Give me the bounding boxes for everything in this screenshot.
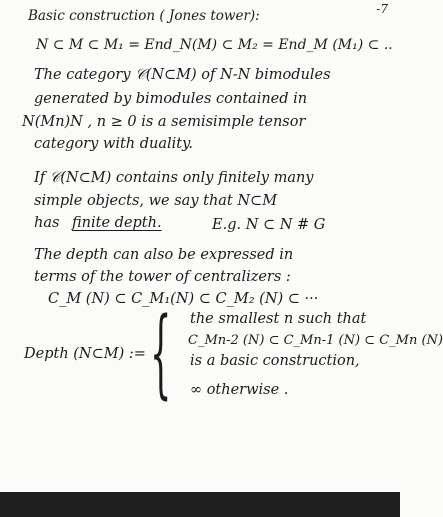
text-line: generated by bimodules contained in — [34, 91, 308, 107]
finite-depth-term: finite depth. — [72, 215, 162, 231]
text-line: terms of the tower of centralizers : — [34, 269, 291, 285]
depth-definition-label: Depth (N⊂M) := — [24, 346, 146, 362]
left-brace: { — [150, 297, 172, 409]
example-text: E.g. N ⊂ N # G — [212, 217, 326, 233]
text-line: The depth can also be expressed in — [34, 247, 294, 263]
bottom-bar — [0, 492, 400, 517]
page-number: -7 — [376, 2, 388, 16]
text-line: has — [34, 215, 60, 231]
text-line: category with duality. — [34, 136, 193, 152]
centralizer-tower: C_M (N) ⊂ C_M₁(N) ⊂ C_M₂ (N) ⊂ ··· — [48, 291, 319, 307]
text-line: simple objects, we say that N⊂M — [34, 193, 278, 209]
jones-tower-formula: N ⊂ M ⊂ M₁ = End_N(M) ⊂ M₂ = End_M (M₁) ⊂ .. — [36, 37, 393, 53]
text-line: The category 𝒞(N⊂M) of N-N bimodules — [34, 67, 331, 83]
heading-basic-construction: Basic construction ( Jones tower): — [28, 8, 260, 24]
text-line: If 𝒞(N⊂M) contains only finitely many — [34, 170, 314, 186]
text-line: the smallest n such that — [190, 311, 367, 327]
otherwise-case: ∞ otherwise . — [190, 382, 289, 398]
text-line: is a basic construction, — [190, 353, 360, 369]
text-line: N(Mn)N , n ≥ 0 is a semisimple tensor — [22, 114, 306, 130]
centralizer-condition: C_Mn-2 (N) ⊂ C_Mn-1 (N) ⊂ C_Mn (N) — [188, 333, 443, 348]
